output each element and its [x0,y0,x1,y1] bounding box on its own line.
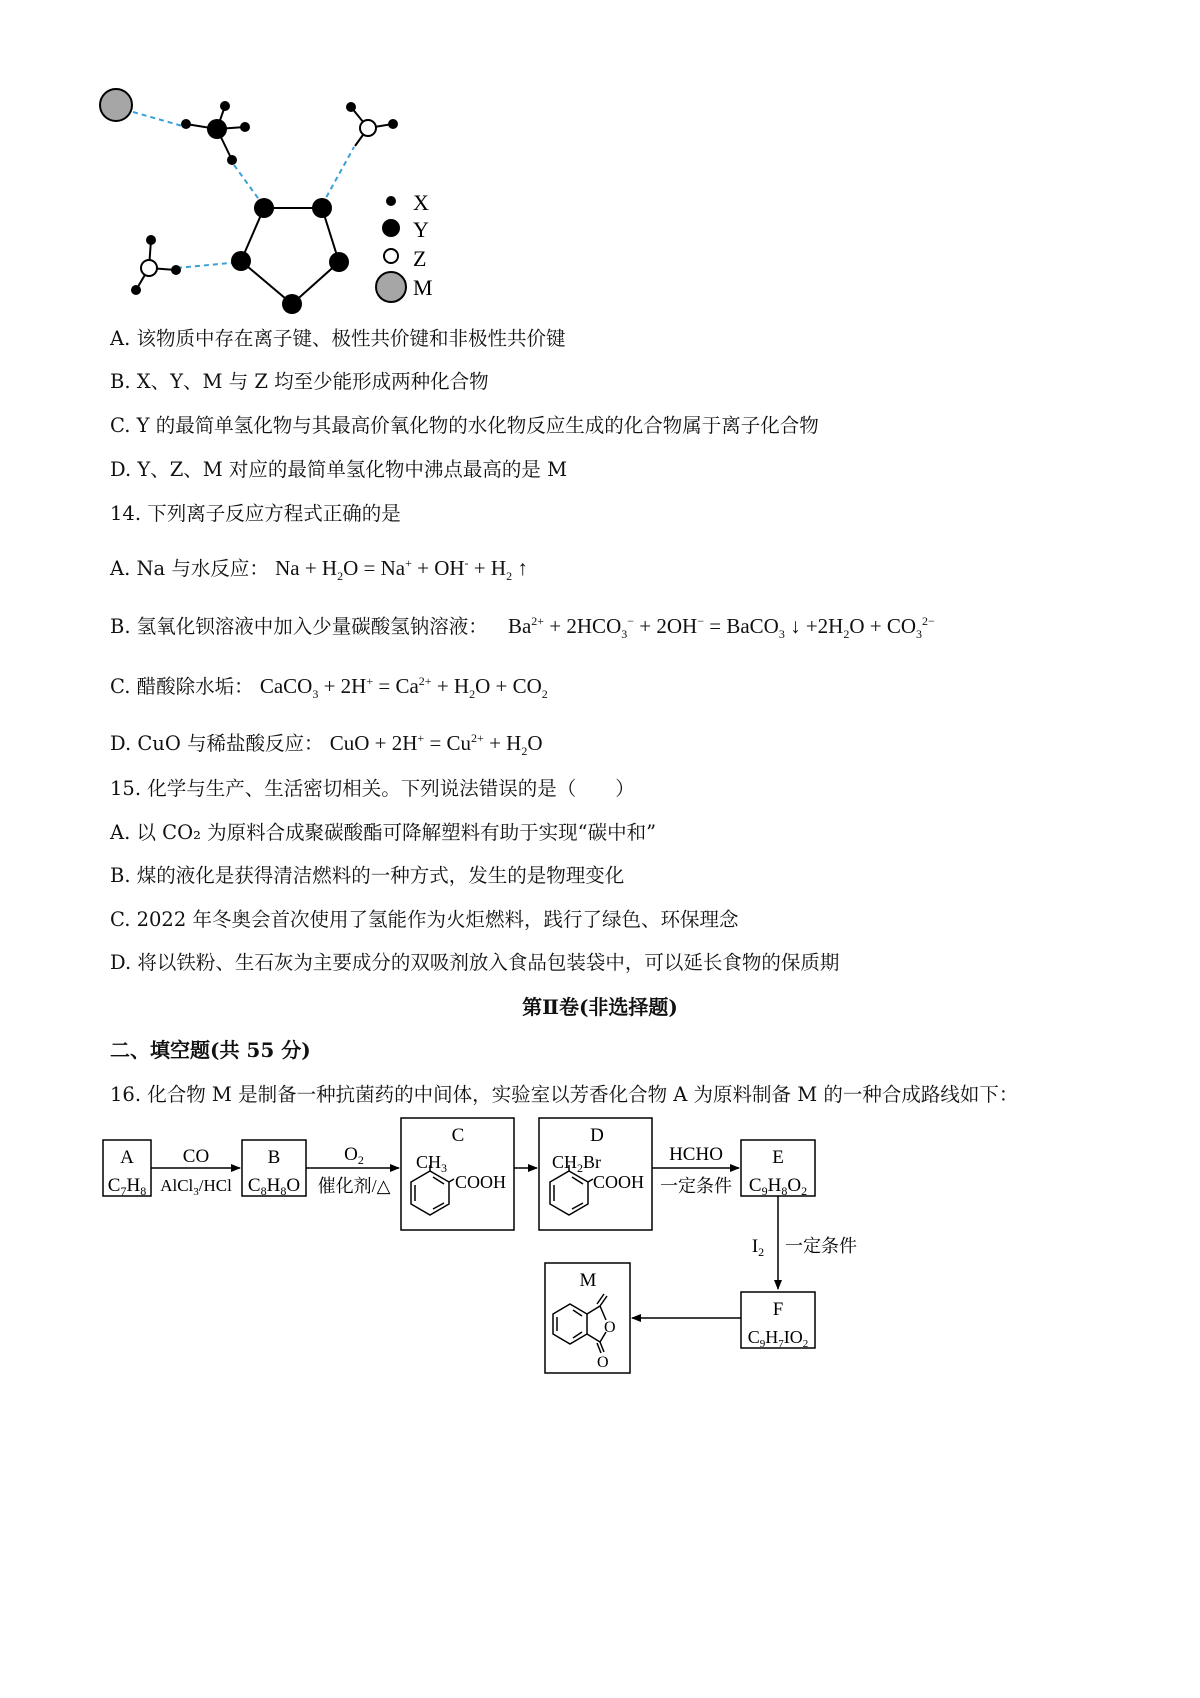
compound-d-box [539,1118,652,1230]
q14-option-c [110,668,548,707]
svg-text:HCHO: HCHO [669,1144,723,1165]
legend-y-label: Y [413,217,429,242]
q14-option-a-label: A. Na 与水反应： [110,557,269,580]
q15-option-c: C. 2022 年冬奥会首次使用了氢能作为火炬燃料，践行了绿色、环保理念 [110,908,739,931]
synthesis-route-diagram [95,1110,945,1390]
m-atom [100,89,132,121]
arrow-e-to-f [752,1196,857,1289]
q16-stem: 16. 化合物 M 是制备一种抗菌药的中间体，实验室以芳香化合物 A 为原料制备 M 的一种合成路线如下： [110,1083,1019,1106]
q14-option-c-equation: CaCO$_3$ + $2H^+ = Ca^{2+} + H_2O + CO_2$ [259,674,548,702]
svg-text:C: C [451,1125,465,1146]
q15-stem: 15. 化学与生产、生活密切相关。下列说法错误的是（ ） [110,777,635,800]
legend-m-label: M [413,275,433,300]
phthalide-structure [553,1294,607,1353]
q14-option-c-label: C. 醋酸除水垢： [110,675,254,698]
q14-option-b [110,608,935,647]
compound-a-box [103,1140,151,1198]
benzene-ring-d [550,1165,593,1215]
svg-text:E: E [772,1147,784,1168]
svg-text:B: B [267,1147,281,1168]
q13-structure-figure [95,80,475,325]
ab-catalyst: AlCl$_3$/HCl [160,1176,232,1198]
atoms [100,89,398,314]
compound-a-formula: $C_7H_8$ [107,1175,147,1198]
section-heading: 二、填空题(共 55 分) [110,1038,311,1062]
arrow-b-to-c [306,1144,399,1196]
q14-option-a [110,550,528,589]
ef-reagent: $I_2$ [751,1236,765,1259]
svg-text:CO: CO [182,1146,210,1167]
q13-option-c: C. Y 的最简单氢化物与其最高价氧化物的水化物反应生成的化合物属于离子化合物 [110,414,819,437]
q14-option-d [110,725,543,764]
legend-z-symbol [384,249,398,263]
z-atom [141,260,157,276]
compound-f-formula: $C_9H_7IO_2$ [747,1327,809,1350]
q14-option-b-equation: $Ba^{2+} + 2HCO_3^- + 2OH^-$ = BaCO$_3$ ↓ $+2H_2O + CO_3^{2-}$ [507,614,935,642]
q15-option-b: B. 煤的液化是获得清洁燃料的一种方式，发生的是物理变化 [110,864,625,887]
q14-option-b-label: B. 氢氧化钡溶液中加入少量碳酸氢钠溶液： [110,615,488,638]
m-carbonyl-oxygen: O [597,1354,609,1371]
legend-y-symbol [382,219,400,237]
compound-b-box [242,1140,306,1198]
svg-text:M: M [579,1270,597,1291]
q15-option-a: A. 以 CO₂ 为原料合成聚碳酸酯可降解塑料有助于实现“碳中和” [110,821,657,844]
section-title: 第Ⅱ卷(非选择题) [522,995,678,1019]
compound-m-box [545,1263,630,1373]
compound-c-box [401,1118,514,1230]
d-carboxyl-group: COOH [593,1172,645,1192]
legend-x-symbol [386,196,396,206]
d-bromomethyl-group: $CH_2Br$ [552,1152,602,1175]
q13-option-a: A. 该物质中存在离子键、极性共价键和非极性共价键 [110,327,566,350]
y-atom [207,119,227,139]
arrow-a-to-b [151,1146,240,1198]
q13-option-b: B. X、Y、M 与 Z 均至少能形成两种化合物 [110,370,489,393]
benzene-ring-c [411,1165,454,1215]
c-carboxyl-group: COOH [455,1172,507,1192]
svg-text:催化剂/△: 催化剂/△ [317,1176,391,1196]
q13-option-d: D. Y、Z、M 对应的最简单氢化物中沸点最高的是 M [110,458,568,481]
svg-text:一定条件: 一定条件 [660,1176,732,1196]
svg-text:一定条件: 一定条件 [785,1236,857,1256]
z-atom [360,120,376,136]
svg-text:F: F [772,1299,784,1320]
q14-option-a-equation: $Na + H_2O = Na^+ + OH^- + H_2$ ↑ [275,556,528,584]
legend-x-label: X [413,190,429,215]
q14-option-d-equation: CuO + $2H^+ = Cu^{2+} + H_2O$ [329,731,543,759]
compound-f-box [741,1292,815,1350]
bc-reagent: $O_2$ [344,1144,364,1167]
compound-b-formula: $C_8H_8O$ [247,1175,301,1198]
legend-z-label: Z [413,246,427,271]
m-ring-oxygen: O [604,1319,616,1336]
svg-text:A: A [120,1147,134,1168]
compound-e-formula: $C_9H_8O_2$ [748,1175,808,1198]
legend [376,190,433,302]
arrow-d-to-e [652,1144,739,1196]
c-methyl-group: $CH_3$ [416,1152,448,1175]
hydrogen-bonds [133,112,354,268]
q14-option-d-label: D. CuO 与稀盐酸反应： [110,732,324,755]
q15-option-d: D. 将以铁粉、生石灰为主要成分的双吸剂放入食品包装袋中，可以延长食物的保质期 [110,951,840,974]
svg-text:D: D [590,1125,604,1146]
q14-stem: 14. 下列离子反应方程式正确的是 [110,502,401,525]
legend-m-symbol [376,272,406,302]
compound-e-box [741,1140,815,1198]
